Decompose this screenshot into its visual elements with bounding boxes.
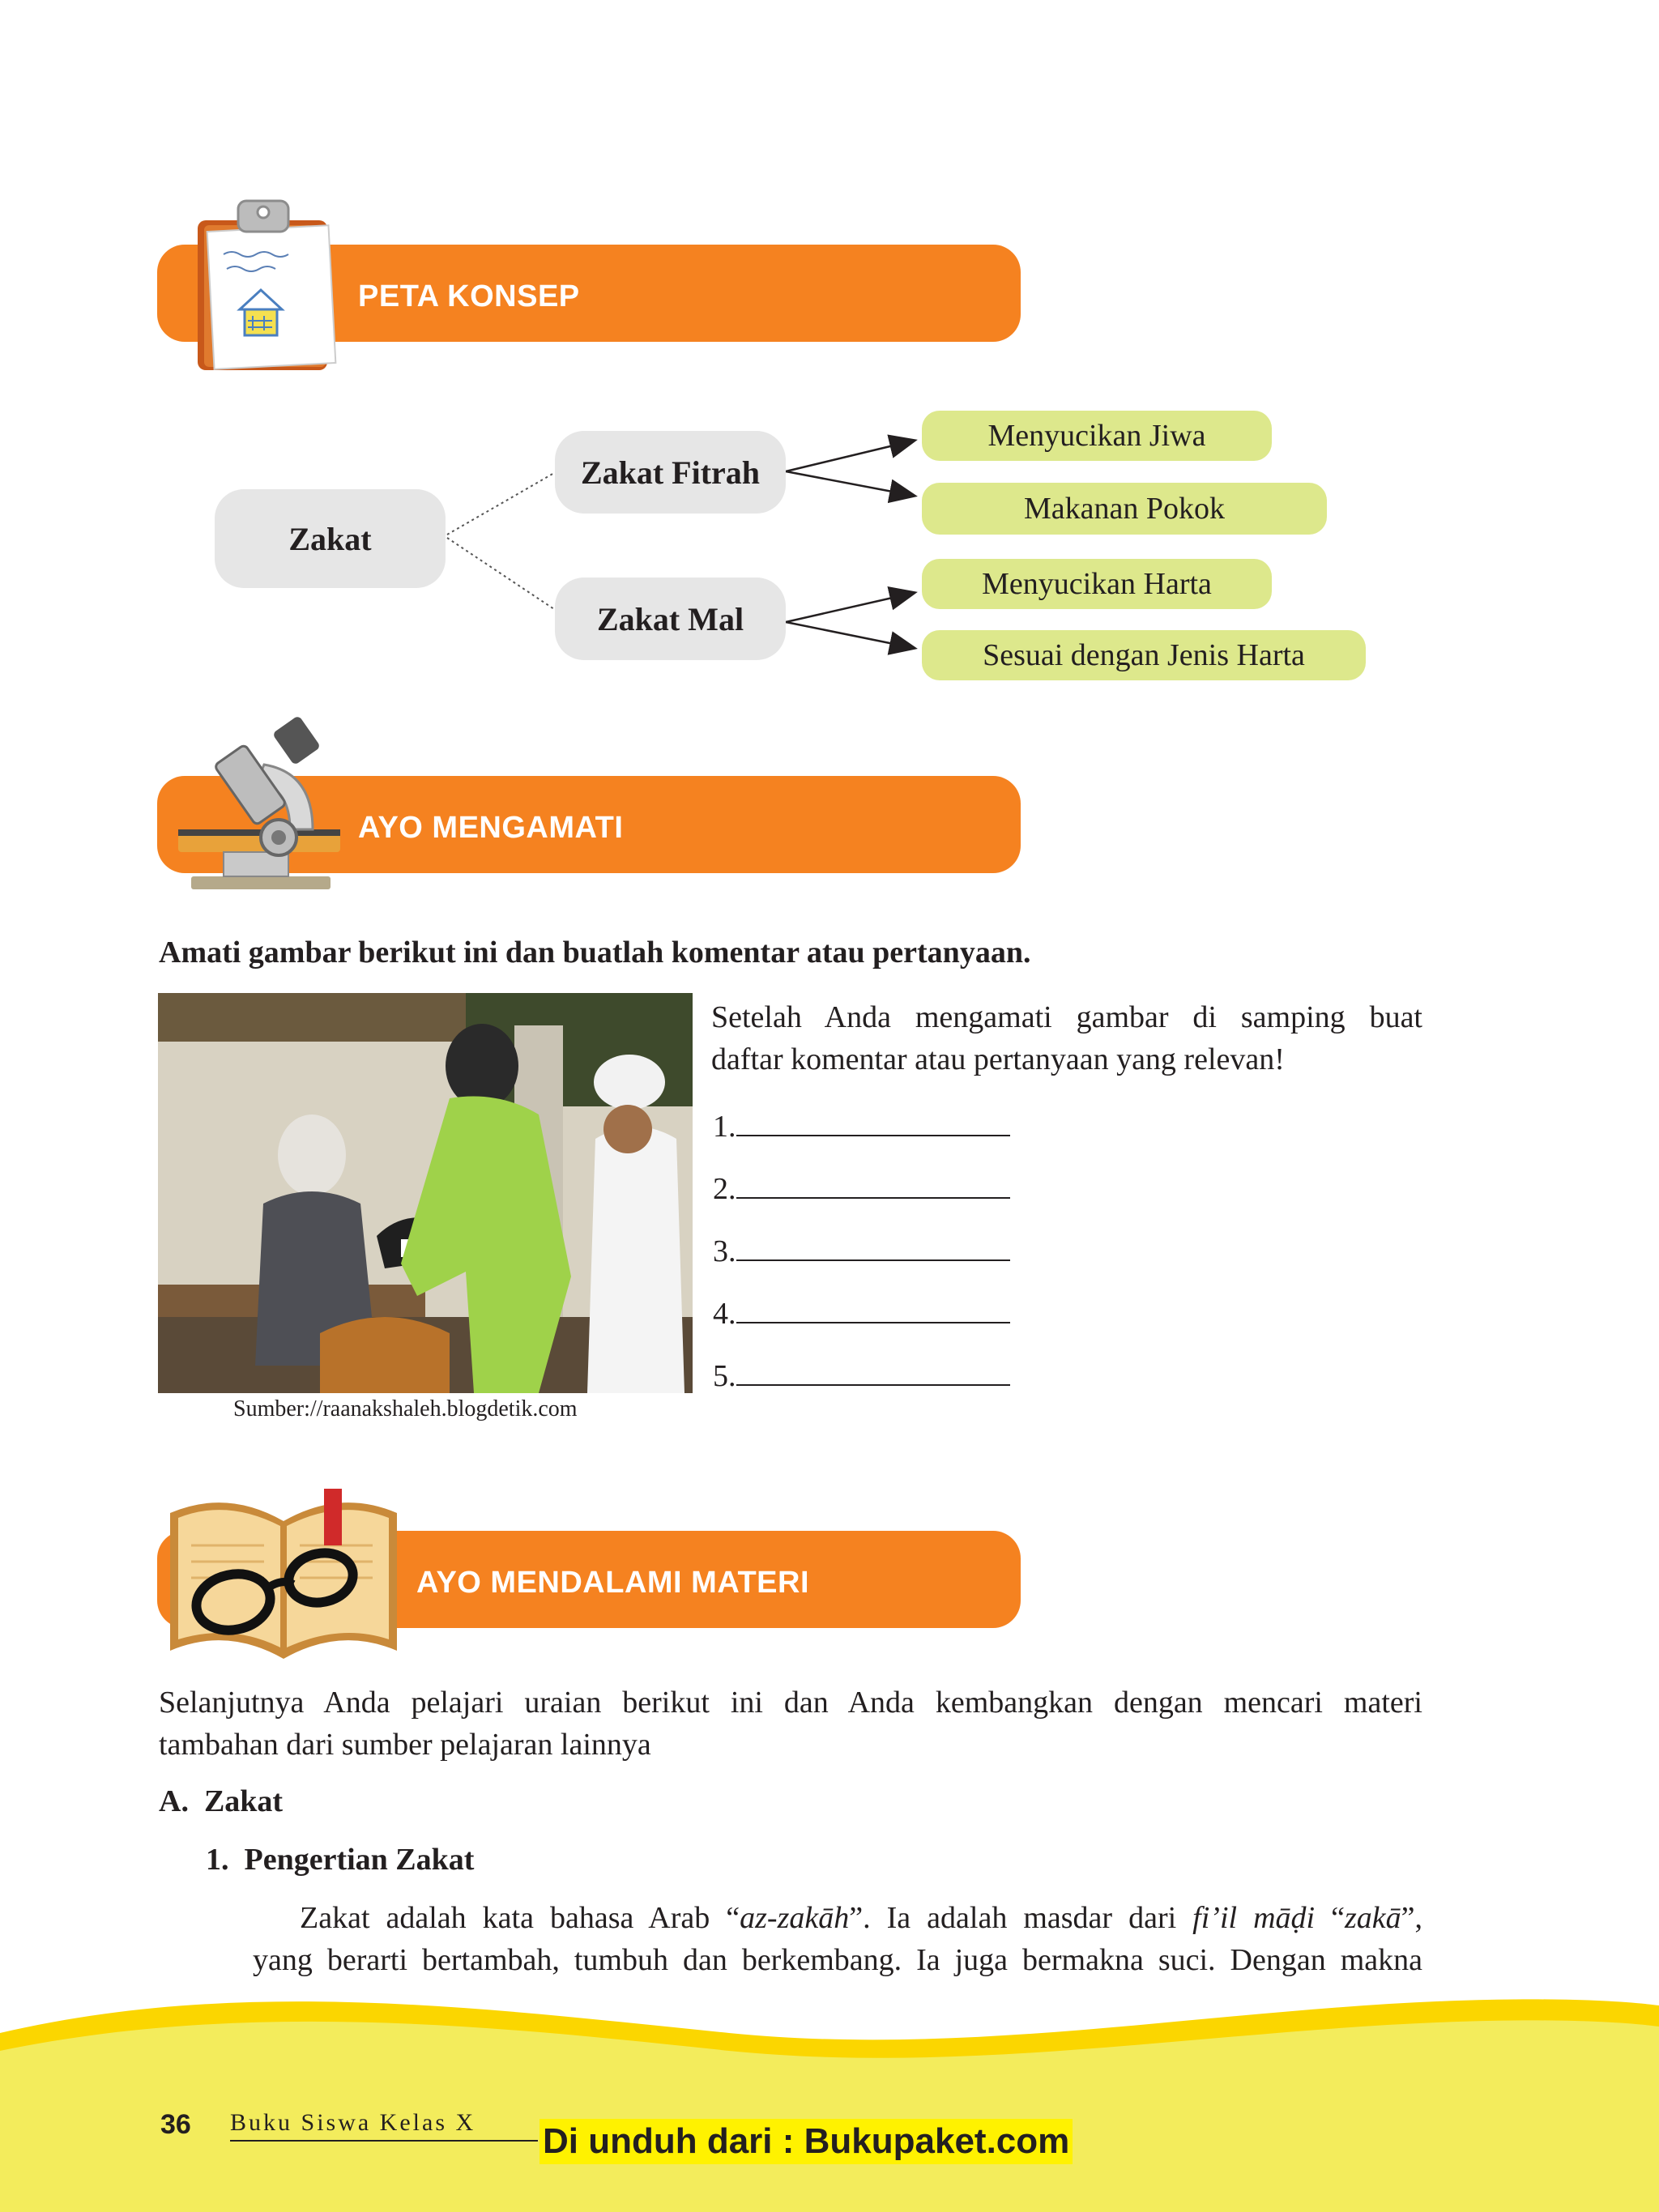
- book-title: Buku Siswa Kelas X: [230, 2109, 476, 2136]
- answer-item-number: 1.: [713, 1110, 736, 1144]
- concept-zakat-fitrah: Zakat Fitrah: [555, 431, 786, 514]
- concept-root-zakat: Zakat: [215, 489, 446, 588]
- answer-item-number: 4.: [713, 1297, 736, 1331]
- concept-leaf-jenis-harta: Sesuai dengan Jenis Harta: [922, 630, 1366, 680]
- paragraph-text: “: [1315, 1901, 1345, 1935]
- observe-instruction: Amati gambar berikut ini dan buatlah komentar atau pertanyaan.: [159, 936, 1031, 970]
- ayo-mendalami-title: AYO MENDALAMI MATERI: [416, 1566, 809, 1600]
- concept-leaf-menyucikan-harta: Menyucikan Harta: [922, 559, 1272, 609]
- paragraph-line1: [300, 1897, 1422, 1939]
- heading-a-zakat: A. Zakat: [159, 1784, 284, 1818]
- material-intro-line2: tambahan dari sumber pelajaran lainnya: [159, 1728, 651, 1762]
- paragraph-text: ”,: [1401, 1901, 1422, 1935]
- photo-source: Sumber://raanakshaleh.blogdetik.com: [233, 1396, 578, 1421]
- answer-blank-line[interactable]: [736, 1234, 1010, 1261]
- answer-blank-line[interactable]: [736, 1171, 1010, 1199]
- footer-rule: [230, 2140, 538, 2142]
- concept-leaf-makanan-pokok: Makanan Pokok: [922, 483, 1327, 535]
- arabic-term: az-zakāh: [740, 1901, 850, 1935]
- answer-item-5[interactable]: [713, 1356, 1010, 1396]
- page-number: 36: [160, 2109, 191, 2140]
- answer-blank-line[interactable]: [736, 1358, 1010, 1386]
- answer-item-number: 5.: [713, 1359, 736, 1393]
- concept-map-connectors: [0, 0, 1659, 729]
- concept-leaf-menyucikan-jiwa: Menyucikan Jiwa: [922, 411, 1272, 461]
- observe-prompt-line1: Setelah Anda mengamati gambar di samping buat: [711, 1000, 1422, 1034]
- answer-blank-line[interactable]: [736, 1296, 1010, 1323]
- heading-1-pengertian: 1. Pengertian Zakat: [206, 1843, 475, 1877]
- answer-item-3[interactable]: [713, 1231, 1010, 1272]
- concept-zakat-mal: Zakat Mal: [555, 578, 786, 660]
- zakat-photo: [158, 993, 693, 1393]
- arabic-term: zakā: [1344, 1901, 1401, 1935]
- arabic-term: fi’il māḍi: [1192, 1901, 1316, 1935]
- answer-item-4[interactable]: [713, 1294, 1010, 1334]
- paragraph-text: Zakat adalah kata bahasa Arab “: [300, 1901, 740, 1935]
- microscope-icon: [167, 716, 340, 891]
- material-intro-line1: Selanjutnya Anda pelajari uraian berikut ini dan Anda kembangkan dengan mencari materi: [159, 1686, 1422, 1720]
- ayo-mengamati-title: AYO MENGAMATI: [358, 811, 624, 845]
- answer-item-number: 3.: [713, 1234, 736, 1268]
- open-book-glasses-icon: [162, 1489, 405, 1659]
- answer-blank-line[interactable]: [736, 1109, 1010, 1136]
- observe-prompt-line2: daftar komentar atau pertanyaan yang relevan!: [711, 1042, 1285, 1076]
- footer-wave: [0, 1976, 1659, 2212]
- answer-item-2[interactable]: [713, 1169, 1010, 1209]
- answer-item-1[interactable]: [713, 1106, 1010, 1147]
- download-note[interactable]: Di unduh dari : Bukupaket.com: [539, 2119, 1073, 2164]
- answer-item-number: 2.: [713, 1172, 736, 1206]
- peta-konsep-title: PETA KONSEP: [358, 279, 580, 313]
- paragraph-line2: yang berarti bertambah, tumbuh dan berkembang. Ia juga bermakna suci. Dengan makna: [253, 1943, 1422, 1977]
- paragraph-text: ”. Ia adalah masdar dari: [849, 1901, 1193, 1935]
